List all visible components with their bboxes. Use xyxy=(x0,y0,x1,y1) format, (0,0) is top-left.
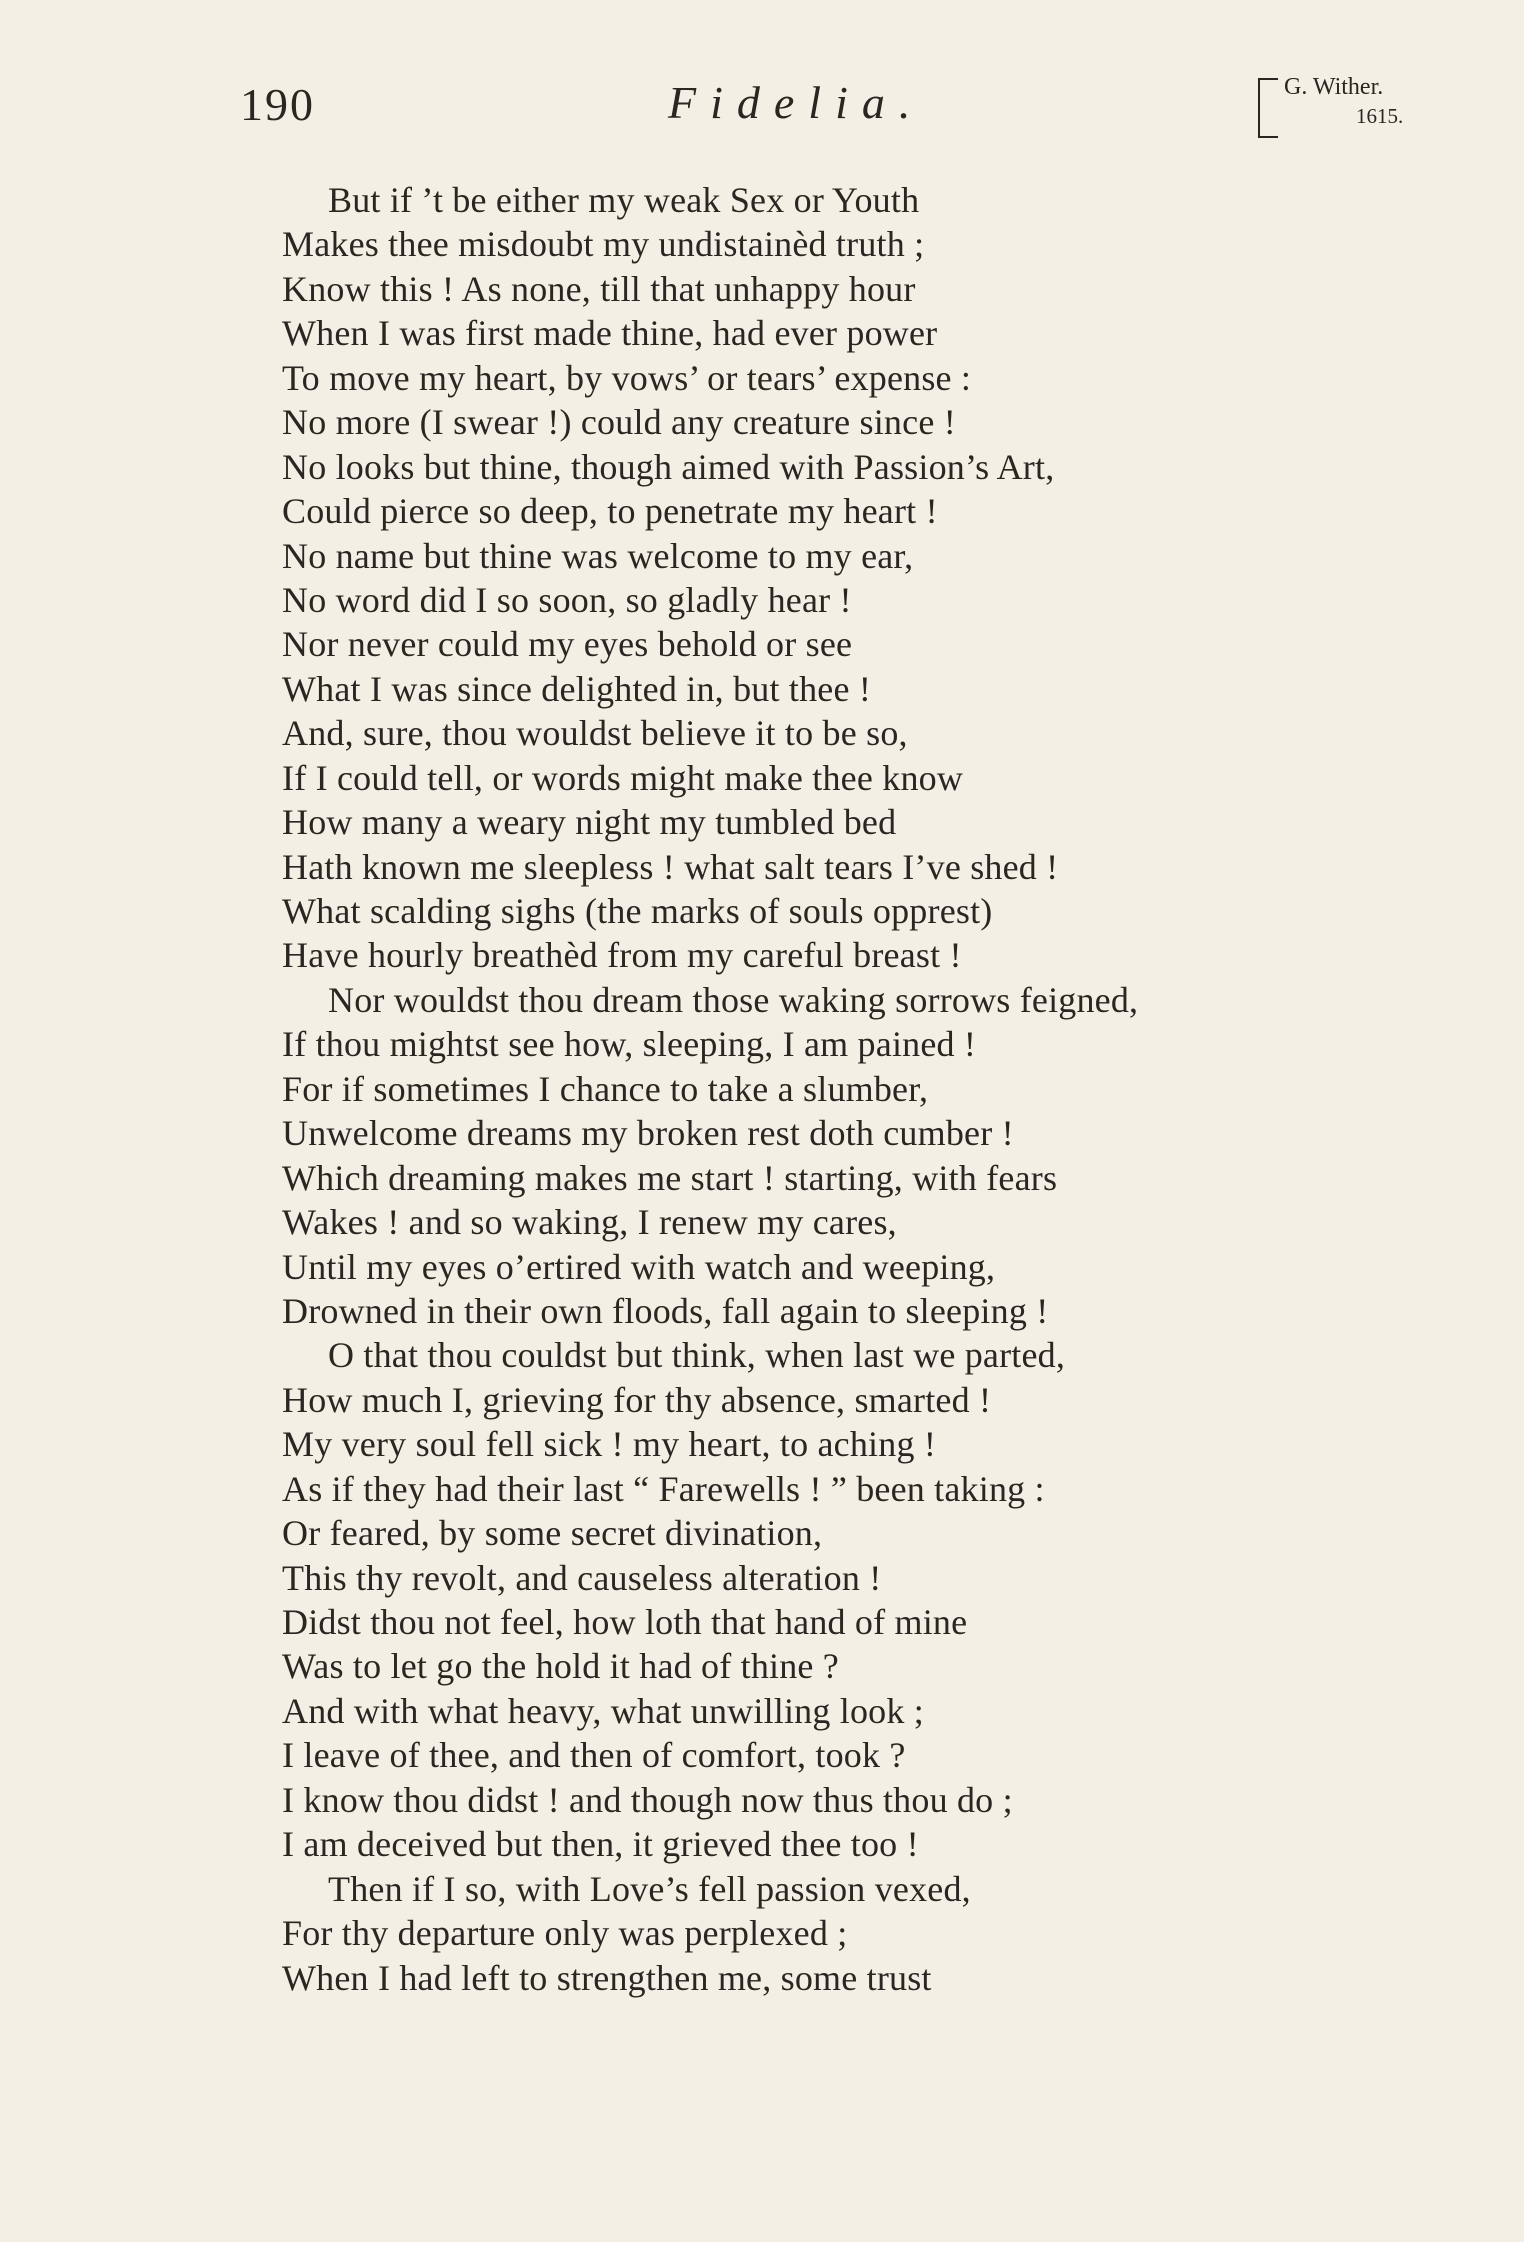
poem-line: No word did I so soon, so gladly hear ! xyxy=(282,579,852,620)
poem-line: Unwelcome dreams my broken rest doth cumber ! xyxy=(282,1113,1014,1154)
poem-line: And, sure, thou wouldst believe it to be so, xyxy=(282,713,908,754)
poem-line: No more (I swear !) could any creature since ! xyxy=(282,402,956,443)
page-number: 190 xyxy=(240,79,315,130)
poem-line: What I was since delighted in, but thee ! xyxy=(282,668,872,709)
poem-line: No looks but thine, though aimed with Passion’s Art, xyxy=(282,446,1055,487)
poem-line: O that thou couldst but think, when last we parted, xyxy=(328,1335,1066,1376)
poem-line: When I had left to strengthen me, some trust xyxy=(282,1957,932,1998)
poem-body xyxy=(282,178,1442,2000)
poem-line: Makes thee misdoubt my undistainèd truth ; xyxy=(282,224,925,265)
poem-line: Or feared, by some secret divination, xyxy=(282,1513,823,1554)
poem-line: Nor wouldst thou dream those waking sorrows feigned, xyxy=(328,979,1139,1020)
poem-line: Then if I so, with Love’s fell passion vexed, xyxy=(328,1868,971,1909)
author-year: 1615. xyxy=(1356,104,1404,128)
poem-line: Nor never could my eyes behold or see xyxy=(282,624,853,665)
poem-line: Wakes ! and so waking, I renew my cares, xyxy=(282,1202,897,1243)
poem-line: Which dreaming makes me start ! starting, with fears xyxy=(282,1157,1058,1198)
poem-line: And with what heavy, what unwilling look ; xyxy=(282,1690,924,1731)
poem-line: How many a weary night my tumbled bed xyxy=(282,802,897,843)
poem-line: When I was first made thine, had ever power xyxy=(282,313,938,354)
poem-line: This thy revolt, and causeless alteration ! xyxy=(282,1557,882,1598)
poem-line: To move my heart, by vows’ or tears’ expense : xyxy=(282,357,972,398)
poem-line: No name but thine was welcome to my ear, xyxy=(282,535,914,576)
running-title: Fidelia. xyxy=(668,77,925,128)
poem-line: Could pierce so deep, to penetrate my heart ! xyxy=(282,491,938,532)
poem-line: But if ’t be either my weak Sex or Youth xyxy=(328,180,920,220)
poem-line: Was to let go the hold it had of thine ? xyxy=(282,1646,839,1687)
poem-line: What scalding sighs (the marks of souls opprest) xyxy=(282,891,993,931)
poem-line: Until my eyes o’ertired with watch and weeping, xyxy=(282,1246,996,1287)
poem-line: My very soul fell sick ! my heart, to aching ! xyxy=(282,1424,937,1465)
poem-line: For thy departure only was perplexed ; xyxy=(282,1913,848,1954)
poem-line: I know thou didst ! and though now thus thou do ; xyxy=(282,1779,1013,1820)
poem-line: Know this ! As none, till that unhappy hour xyxy=(282,268,916,309)
poem-line: For if sometimes I chance to take a slumber, xyxy=(282,1068,929,1109)
poem-line: Hath known me sleepless ! what salt tears I’ve shed ! xyxy=(282,846,1059,887)
poem-line: As if they had their last “ Farewells ! ” been taking : xyxy=(282,1468,1045,1509)
poem-line: I leave of thee, and then of comfort, took ? xyxy=(282,1735,906,1776)
author-name: G. Wither. xyxy=(1284,74,1384,100)
poem-line: If I could tell, or words might make thee know xyxy=(282,757,964,798)
author-bracket xyxy=(1258,78,1278,138)
poem-line: I am deceived but then, it grieved thee too ! xyxy=(282,1824,919,1865)
poem-line: Didst thou not feel, how loth that hand of mine xyxy=(282,1602,968,1642)
poem-line: How much I, grieving for thy absence, smarted ! xyxy=(282,1379,992,1420)
poem-line: Drowned in their own floods, fall again to sleeping ! xyxy=(282,1290,1049,1331)
running-header xyxy=(0,74,1524,148)
poem-line: If thou mightst see how, sleeping, I am pained ! xyxy=(282,1024,977,1065)
poem-line: Have hourly breathèd from my careful breast ! xyxy=(282,935,962,976)
